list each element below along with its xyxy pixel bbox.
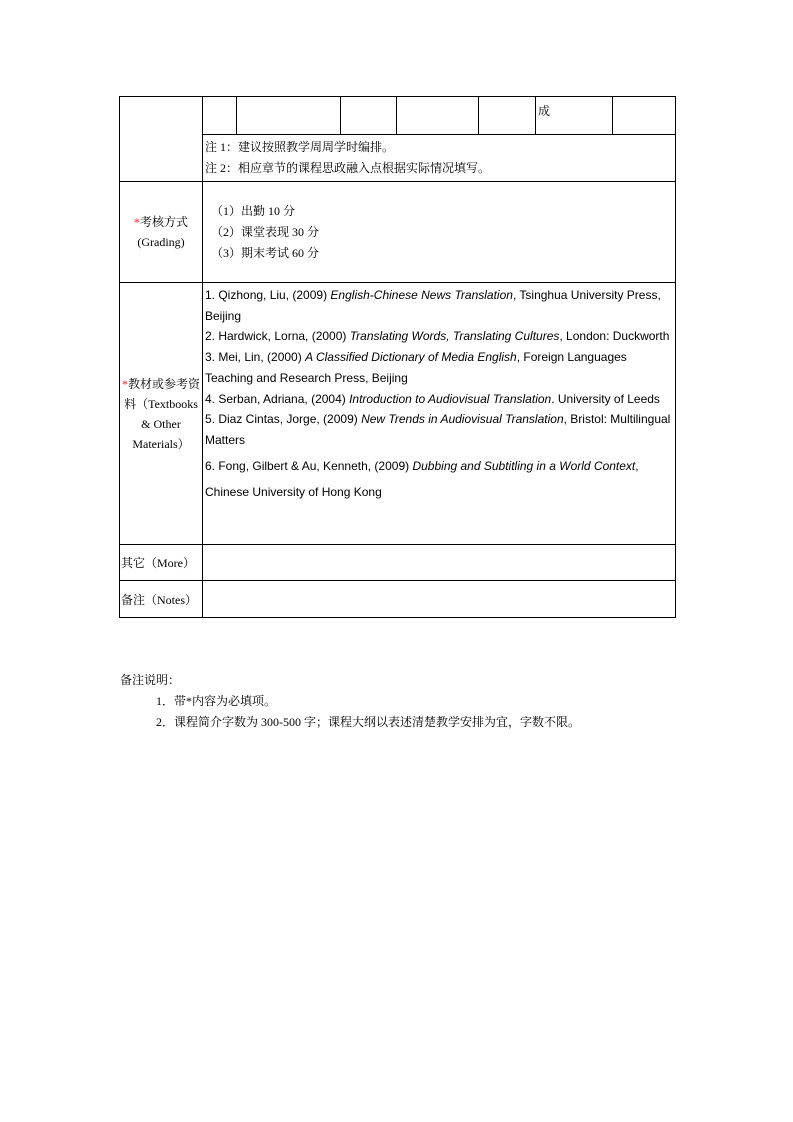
reference-item: 1. Qizhong, Liu, (2009) English-Chinese News Translation, Tsinghua University Press, Beijing	[205, 288, 661, 323]
grading-label-en: (Grading)	[137, 235, 185, 249]
reference-item: 3. Mei, Lin, (2000) A Classified Dictionary of Media English, Foreign Languages Teaching and Research Press, Beijing	[205, 350, 627, 385]
reference-item: 2. Hardwick, Lorna, (2000) Translating Words, Translating Cultures, London: Duckworth	[205, 329, 670, 344]
schedule-row	[120, 97, 676, 135]
notes-label: 备注（Notes）	[121, 592, 197, 607]
textbooks-label-4: Materials）	[132, 436, 190, 451]
footer-item: 2．课程简介字数为 300-500 字；课程大纲以表述清楚教学安排为宜，字数不限。	[156, 715, 580, 729]
more-label-cell	[120, 545, 203, 581]
textbooks-row	[120, 283, 676, 545]
grading-item: （1）出勤 10 分	[211, 203, 296, 218]
required-star: *	[133, 215, 140, 229]
footer-title: 备注说明：	[120, 673, 181, 687]
grading-item: （3）期末考试 60 分	[211, 245, 320, 260]
grading-row	[120, 182, 676, 283]
notes-row	[120, 581, 676, 618]
schedule-note-1: 注 1：建议按照教学周周学时编排。	[205, 140, 395, 154]
schedule-label-cell	[120, 97, 203, 182]
more-row	[120, 545, 676, 581]
grading-content-cell	[203, 182, 676, 283]
reference-item: 5. Diaz Cintas, Jorge, (2009) New Trends in Audiovisual Translation, Bristol: Multilingual Matters	[205, 412, 671, 447]
schedule-cell	[479, 97, 536, 135]
reference-item: 6. Fong, Gilbert & Au, Kenneth, (2009) Dubbing and Subtitling in a World Context, Chinese University of Hong Kong	[205, 458, 639, 499]
schedule-cell	[397, 97, 479, 135]
textbooks-label-3: & Other	[141, 416, 181, 431]
schedule-cell	[613, 97, 676, 135]
notes-label-cell	[120, 581, 203, 618]
more-label: 其它（More）	[121, 556, 195, 570]
textbooks-label-1: 教材或参考资	[127, 376, 200, 391]
notes-value-cell	[203, 581, 676, 618]
textbooks-label-cell	[120, 283, 203, 545]
grading-label-cn: 考核方式	[139, 215, 188, 229]
schedule-cell-text: 成	[538, 104, 551, 118]
more-value-cell	[203, 545, 676, 581]
schedule-note-2: 注 2：相应章节的课程思政融入点根据实际情况填写。	[205, 161, 491, 175]
footer-item: 1．带*内容为必填项。	[156, 694, 277, 708]
required-star: *	[121, 376, 128, 391]
textbooks-content-cell	[203, 283, 676, 545]
course-info-table	[119, 96, 676, 618]
footer-notes	[120, 670, 580, 733]
textbooks-label-2: 料（Textbooks	[124, 396, 198, 411]
schedule-cell	[237, 97, 341, 135]
schedule-notes-row	[120, 135, 676, 182]
grading-label-cell	[120, 182, 203, 283]
schedule-notes-cell	[203, 135, 676, 182]
schedule-cell	[536, 97, 613, 135]
schedule-cell	[203, 97, 237, 135]
grading-item: （2）课堂表现 30 分	[211, 224, 320, 239]
schedule-cell	[341, 97, 397, 135]
reference-item: 4. Serban, Adriana, (2004) Introduction to Audiovisual Translation. University of Leeds	[205, 391, 660, 406]
